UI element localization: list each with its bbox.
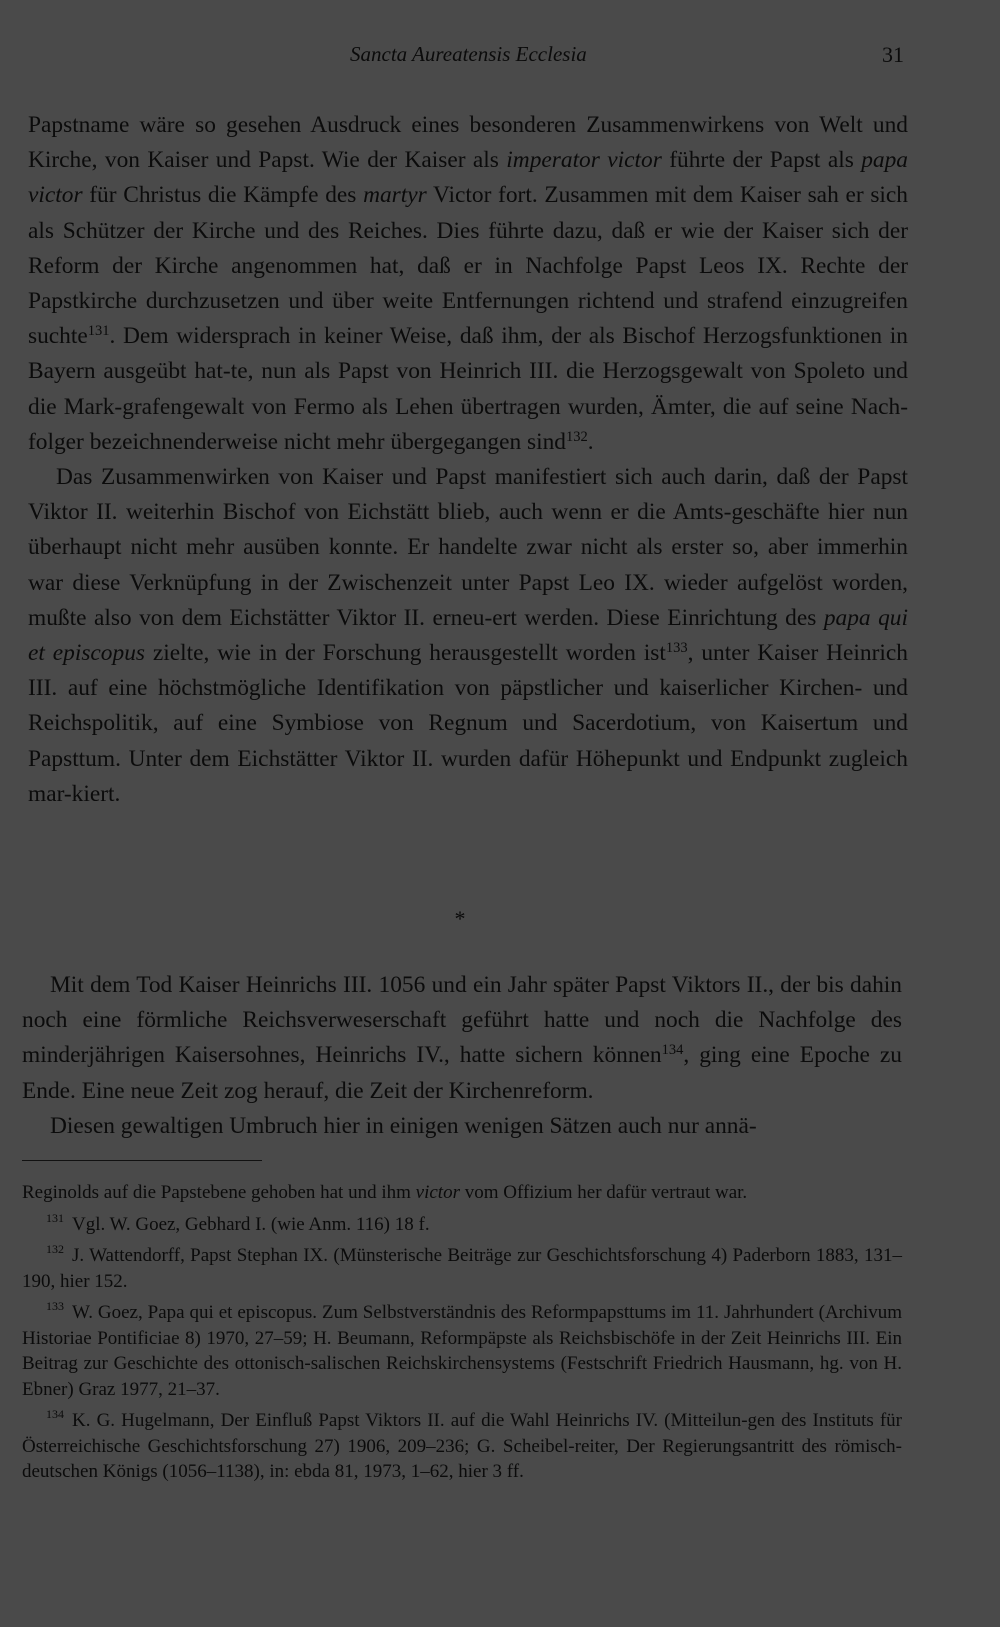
italic-term: papa qui et episcopus	[28, 604, 908, 667]
page-number: 31	[882, 42, 904, 67]
footnote-continuation	[22, 1180, 902, 1206]
footnote-number: 134	[46, 1407, 64, 1421]
main-text-upper	[28, 108, 908, 812]
footnote-ref-134[interactable]: 134	[661, 1042, 684, 1059]
footnote-ref-133[interactable]: 133	[665, 640, 688, 657]
text-run: Mit dem Tod Kaiser Heinrichs III. 1056 und ein Jahr später Papst Viktors II., der bis dahin noch eine förmliche Reichsverweserschaft geführt hatte und noch die Nachfolge des minderjährigen Kaisersohnes, Heinrichs IV., hatte sichern können	[22, 972, 902, 1069]
footnote-number: 132	[46, 1242, 64, 1256]
paragraph-4: Diesen gewaltigen Umbruch hier in einigen wenigen Sätzen auch nur annä-	[50, 1112, 757, 1139]
text-run: Papstname wäre so gesehen Ausdruck eines besonderen Zusammenwirkens von Welt und Kirche, von Kaiser und Papst. Wie der Kaiser als	[28, 112, 908, 174]
footnote-text: W. Goez, Papa qui et episcopus. Zum Selbstverständnis des Reformpapsttums im 11. Jahrhundert (Archivum Historiae Pontificiae 8) 1970, 27–59; H. Beumann, Reformpäpste als Reichsbischöfe in der Zeit Heinrichs III. Ein Beitrag zur Geschichte des ottonisch-salischen Reichskirchensystems (Festschrift Friedrich Hausmann, hg. von H. Ebner) Graz 1977, 21–37.	[22, 1302, 902, 1400]
section-separator: *	[454, 906, 466, 931]
footnote-131	[22, 1206, 902, 1238]
text-run: Reginolds auf die Papstebene gehoben hat und ihm	[22, 1182, 416, 1203]
text-run: , ging eine Epoche zu Ende. Eine neue Zeit zog herauf, die Zeit der Kirchenreform.	[22, 1042, 903, 1104]
italic-term: imperator victor	[506, 147, 662, 174]
text-run: führte der Papst als	[661, 147, 862, 174]
text-run: .	[587, 428, 594, 455]
text-run: vom Offizium her dafür vertraut war.	[459, 1182, 748, 1203]
footnote-number: 133	[46, 1299, 64, 1313]
footnote-134	[22, 1402, 902, 1485]
text-run: Victor fort. Zusammen mit dem Kaiser sah er sich als Schützer der Kirche und des Reiches. Dies führte dazu, daß er wie der Kaiser sich der Reform der Kirche angenommen hat, daß er in Nachfolge Papst Leos IX. Rechte der Papstkirche durchzusetzen und über weite Entfernungen richtend und strafend einzugreifen suchte	[28, 182, 908, 350]
text-run: zielte, wie in der Forschung herausgestellt worden ist	[145, 640, 666, 667]
italic-term: papa victor	[28, 147, 908, 209]
paragraph-3	[22, 968, 902, 1109]
paragraph-2	[28, 460, 908, 812]
footnote-133	[22, 1294, 902, 1402]
text-run: . Dem widersprach in keiner Weise, daß ihm, der als Bischof Herzogsfunktionen in Bayern ausgeübt hat-te, nun als Papst von Heinrich III. die Herzogsgewalt von Spoleto und die Mark-grafengewalt von Fermo als Lehen übertragen wurden, Ämter, die auf seine Nach-folger bezeichnenderweise nicht mehr übergegangen sind	[28, 323, 908, 455]
footnote-ref-131[interactable]: 131	[87, 323, 110, 340]
footnote-text: J. Wattendorff, Papst Stephan IX. (Münsterische Beiträge zur Geschichtsforschung 4) Paderborn 1883, 131–190, hier 152.	[22, 1245, 902, 1292]
italic-term: victor	[415, 1182, 460, 1203]
footnote-132	[22, 1237, 902, 1294]
footnotes	[22, 1180, 902, 1485]
paragraph-1	[28, 108, 908, 460]
running-header	[0, 42, 1000, 72]
main-text-lower	[22, 968, 902, 1144]
footnote-text: K. G. Hugelmann, Der Einfluß Papst Viktors II. auf die Wahl Heinrichs IV. (Mitteilun-gen des Instituts für Österreichische Geschichtsforschung 27) 1906, 209–236; G. Scheibel-reiter, Der Regierungsantritt des römisch-deutschen Königs (1056–1138), in: ebda 81, 1973, 1–62, hier 3 ff.	[22, 1410, 902, 1482]
footnote-divider	[22, 1160, 262, 1161]
footnote-number: 131	[46, 1210, 64, 1225]
footnote-ref-132[interactable]: 132	[565, 428, 588, 445]
italic-term: martyr	[363, 182, 427, 209]
running-title: Sancta Aureatensis Ecclesia	[350, 42, 587, 66]
text-run: Das Zusammenwirken von Kaiser und Papst manifestiert sich auch darin, daß der Papst Viktor II. weiterhin Bischof von Eichstätt blieb, auch wenn er die Amts-geschäfte hier nun überhaupt nicht mehr ausüben konnte. Er handelte zwar nicht als erster so, aber immerhin war diese Verknüpfung in der Zwischenzeit unter Papst Leo IX. wieder aufgelöst worden, mußte also von dem Eichstätter Viktor II. erneu-ert werden. Diese Einrichtung des	[28, 464, 908, 631]
footnote-text: Vgl. W. Goez, Gebhard I. (wie Anm. 116) 18 f.	[72, 1213, 430, 1235]
text-run: für Christus die Kämpfe des	[82, 182, 364, 209]
text-run: , unter Kaiser Heinrich III. auf eine höchstmögliche Identifikation von päpstlicher und kaiserlicher Kirchen- und Reichspolitik, auf eine Symbiose von Regnum und Sacerdotium, von Kaisertum und Papsttum. Unter dem Eichstätter Viktor II. wurden dafür Höhepunkt und Endpunkt zugleich mar-kiert.	[28, 640, 908, 807]
